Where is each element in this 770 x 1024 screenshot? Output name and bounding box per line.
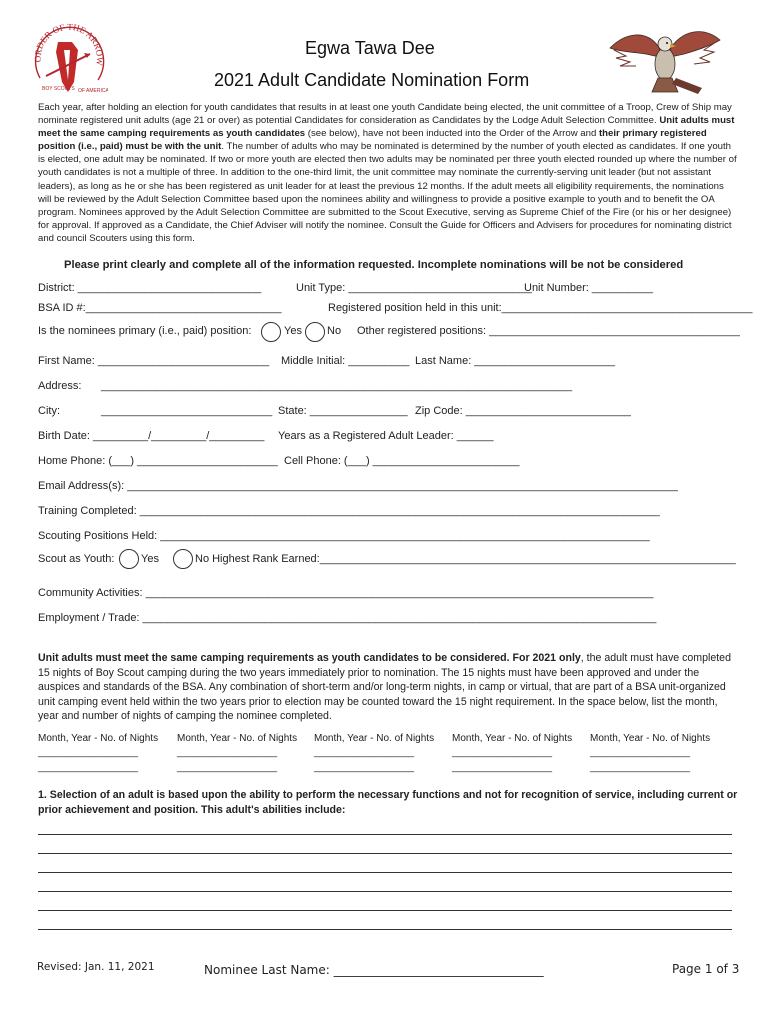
unit-number-field[interactable]: Unit Number: __________ — [524, 282, 654, 294]
highest-rank-field[interactable]: No Highest Rank Earned:____________________________________________________________________ — [195, 553, 736, 565]
camping-column-header: Month, Year - No. of Nights — [590, 733, 711, 744]
camping-column-header: Month, Year - No. of Nights — [177, 733, 298, 744]
scout-no-radio[interactable] — [173, 549, 193, 569]
camping-entry-field[interactable]: __________________ — [452, 747, 553, 758]
abilities-answer-line[interactable] — [38, 853, 732, 854]
home-phone-field[interactable]: Home Phone: (___) _______________________ — [38, 455, 278, 467]
state-field[interactable]: State: ________________ — [278, 405, 408, 417]
camping-entry-field[interactable]: __________________ — [314, 762, 415, 773]
scouting-positions-field[interactable]: Scouting Positions Held: ________________________________________________________________________________ — [38, 530, 650, 542]
svg-text:ORDER OF THE ARROW: ORDER OF THE ARROW — [32, 21, 106, 66]
revised-date: Revised: Jan. 11, 2021 — [37, 961, 155, 973]
camping-entry-field[interactable]: __________________ — [452, 762, 553, 773]
page-number: Page 1 of 3 — [672, 962, 740, 976]
unit-type-field[interactable]: Unit Type: ______________________________ — [296, 282, 532, 294]
completion-notice: Please print clearly and complete all of the information requested. Incomplete nominations will be not be considered — [64, 259, 684, 271]
svg-text:BOY SCOUTS: BOY SCOUTS — [42, 86, 75, 92]
city-label: City: — [38, 405, 60, 417]
bsa-id-field[interactable]: BSA ID #:________________________________ — [38, 302, 282, 314]
last-name-field[interactable]: Last Name: _______________________ — [415, 355, 616, 367]
address-label: Address: — [38, 380, 82, 392]
abilities-answer-line[interactable] — [38, 891, 732, 892]
abilities-answer-line[interactable] — [38, 910, 732, 911]
intro-paragraph: Each year, after holding an election for youth candidates that results in at least one youth Candidate being elected, the unit committee of a Troop, Crew of Ship may nominate registered unit adults (age 21 or over) as potential Candidates for consideration as Candidates by the Lodge Adult Selection Committee. Unit adults must meet the same camping requirements as youth candidates (see below), have not been inducted into the Order of the Arrow and their primary registered position (i.e., paid) must be with the unit. The number of adults who may be nominated is determined by the number of youth elected as candidates. If one youth is elected, one adult may be nominated. If two or more youth are elected then two adults may be nominated per three youth elected rounded up where the number of youth candidates is not a multiple of three. In addition to the one-third limit, the unit committee may nominate the currently-serving unit leader (but not assistant leaders), as long as he or she has been registered as unit leader for at least the previous 12 months. If the adult meets all eligibility requirements, the nominations will be reviewed by the Adult Selection Committee based upon the nominees ability and willingness to provide a positive example to youth and to benefit the OA program. Nominees approved by the Adult Selection Committee are submitted to the Scout Executive, serving as Supreme Chief of the Fire (or his or her designee) for approval. If approved as a Candidate, the Chief Adviser will notify the nominee. Consult the Guide for Officers and Advisers for procedures for nominating district and council Scouters using this form. — [38, 102, 737, 244]
camping-entry-field[interactable]: __________________ — [38, 747, 139, 758]
training-field[interactable]: Training Completed: _____________________________________________________________________________________ — [38, 505, 660, 517]
camping-requirement: Unit adults must meet the same camping requirements as youth candidates to be considered. For 2021 only, the adult must have completed 15 nights of Boy Scout camping during the two years immediately prior to nomination. The 15 nights must have been approved and under the auspices and standards of the BSA. Any combination of short-term and/or long-term nights, in camp or virtual, that are part of a BSA unit-organized unit camping event held within the two years prior to election may be counted toward the 15 night requirement. In the space below, list the month, year and number of nights of camping the nominee completed. — [38, 652, 731, 723]
selection-statement: 1. Selection of an adult is based upon the ability to perform the necessary functions and not for recognition of service, including current or prior achievement and position. This adult's abilities include: — [38, 789, 738, 816]
scout-yes-radio[interactable] — [119, 549, 139, 569]
camping-entry-field[interactable]: __________________ — [38, 762, 139, 773]
community-activities-field[interactable]: Community Activities: ___________________________________________________________________________________ — [38, 587, 654, 599]
primary-yes-radio[interactable] — [261, 322, 281, 342]
primary-position-label: Is the nominees primary (i.e., paid) position: — [38, 325, 252, 337]
camping-entry-field[interactable]: __________________ — [590, 762, 691, 773]
city-field[interactable]: ____________________________ — [101, 405, 273, 417]
primary-no-label: No — [327, 325, 342, 337]
scout-as-youth-label: Scout as Youth: — [38, 553, 115, 565]
nominee-last-name-field[interactable]: Nominee Last Name: ___________________________________ — [204, 963, 544, 977]
email-field[interactable]: Email Address(s): __________________________________________________________________________________________ — [38, 480, 678, 492]
svg-text:OF AMERICA: OF AMERICA — [78, 88, 108, 94]
middle-initial-field[interactable]: Middle Initial: __________ — [281, 355, 410, 367]
camping-entry-field[interactable]: __________________ — [590, 747, 691, 758]
primary-no-radio[interactable] — [305, 322, 325, 342]
zip-code-field[interactable]: Zip Code: ___________________________ — [415, 405, 631, 417]
camping-column-header: Month, Year - No. of Nights — [452, 733, 573, 744]
order-of-the-arrow-logo — [28, 20, 108, 100]
camping-column-header: Month, Year - No. of Nights — [38, 733, 159, 744]
eagle-logo — [606, 18, 724, 102]
scout-yes-label: Yes — [141, 553, 159, 565]
years-registered-field[interactable]: Years as a Registered Adult Leader: ______ — [278, 430, 494, 442]
first-name-field[interactable]: First Name: ____________________________ — [38, 355, 270, 367]
camping-entry-field[interactable]: __________________ — [177, 747, 278, 758]
registered-position-field[interactable]: Registered position held in this unit:_________________________________________ — [328, 302, 753, 314]
district-field[interactable]: District: ______________________________ — [38, 282, 262, 294]
lodge-name: Egwa Tawa Dee — [305, 38, 435, 58]
other-positions-field[interactable]: Other registered positions: _________________________________________ — [357, 325, 740, 337]
address-field[interactable]: _____________________________________________________________________________ — [101, 380, 573, 392]
form-title: 2021 Adult Candidate Nomination Form — [214, 70, 530, 90]
abilities-answer-line[interactable] — [38, 872, 732, 873]
camping-entry-field[interactable]: __________________ — [314, 747, 415, 758]
camping-column-header: Month, Year - No. of Nights — [314, 733, 435, 744]
abilities-answer-line[interactable] — [38, 834, 732, 835]
camping-entry-field[interactable]: __________________ — [177, 762, 278, 773]
abilities-answer-line[interactable] — [38, 929, 732, 930]
birth-date-field[interactable]: Birth Date: _________/_________/_________ — [38, 430, 265, 442]
primary-yes-label: Yes — [284, 325, 302, 337]
cell-phone-field[interactable]: Cell Phone: (___) ________________________ — [284, 455, 520, 467]
employment-field[interactable]: Employment / Trade: ____________________________________________________________________________________ — [38, 612, 657, 624]
